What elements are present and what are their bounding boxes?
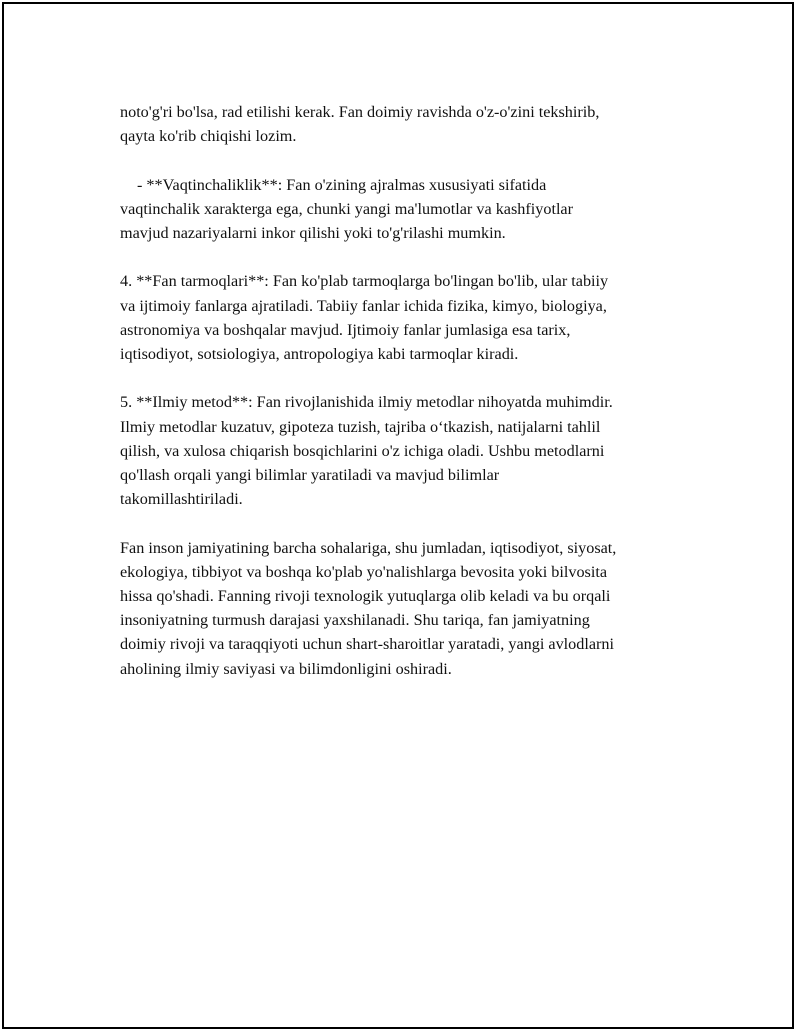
document-page [2, 2, 794, 1029]
text-line: Fan inson jamiyatining barcha sohalariga, shu jumladan, iqtisodiyot, siyosat, [120, 538, 617, 557]
text-line: qo'llash orqali yangi bilimlar yaratiladi va mavjud bilimlar [120, 466, 500, 484]
paragraph-science-branches [120, 269, 700, 366]
text-line: aholining ilmiy saviyasi va bilimdonligini oshiradi. [120, 659, 452, 678]
paragraph-scientific-method [120, 390, 700, 511]
text-line: - **Vaqtinchaliklik**: Fan o'zining ajralmas xususiyati sifatida [137, 175, 547, 194]
text-line: iqtisodiyot, sotsiologiya, antropologiya kabi tarmoqlar kiradi. [120, 345, 519, 363]
paragraph-conclusion [120, 536, 700, 681]
text-line: va ijtimoiy fanlarga ajratiladi. Tabiiy fanlar ichida fizika, kimyo, biologiya, [120, 296, 607, 315]
text-line: ekologiya, tibbiyot va boshqa ko'plab yo'nalishlarga bevosita yoki bilvosita [120, 562, 608, 581]
paragraph-temporariness [120, 173, 700, 246]
text-line: noto'g'ri bo'lsa, rad etilishi kerak. Fan doimiy ravishda o'z-o'zini tekshirib, [120, 103, 600, 121]
text-line: 5. **Ilmiy metod**: Fan rivojlanishida ilmiy metodlar nihoyatda muhimdir. [120, 393, 613, 412]
text-line: insoniyatning turmush darajasi yaxshilanadi. Shu tariqa, fan jamiyatning [120, 611, 590, 630]
text-line: qilish, va xulosa chiqarish bosqichlarini o'z ichiga oladi. Ushbu metodlarni [120, 441, 605, 460]
text-line: hissa qo'shadi. Fanning rivoji texnologik yutuqlarga olib keladi va bu orqali [120, 587, 611, 605]
text-line: mavjud nazariyalarni inkor qilishi yoki to'g'rilashi mumkin. [120, 224, 506, 242]
text-line: 4. **Fan tarmoqlari**: Fan ko'plab tarmoqlarga bo'lingan bo'lib, ular tabiiy [120, 272, 609, 291]
text-line: vaqtinchalik xarakterga ega, chunki yangi ma'lumotlar va kashfiyotlar [120, 199, 574, 218]
text-line: Ilmiy metodlar kuzatuv, gipoteza tuzish, tajriba oʻtkazish, natijalarni tahlil [120, 417, 601, 436]
text-line: doimiy rivoji va taraqqiyoti uchun shart-sharoitlar yaratadi, yangi avlodlarni [120, 635, 615, 654]
paragraph-falsifiability-end [120, 100, 700, 148]
text-line: qayta ko'rib chiqishi lozim. [120, 127, 297, 146]
text-line: astronomiya va boshqalar mavjud. Ijtimoiy fanlar jumlasiga esa tarix, [120, 320, 571, 339]
document-body [120, 100, 700, 705]
text-line: takomillashtiriladi. [120, 490, 243, 509]
